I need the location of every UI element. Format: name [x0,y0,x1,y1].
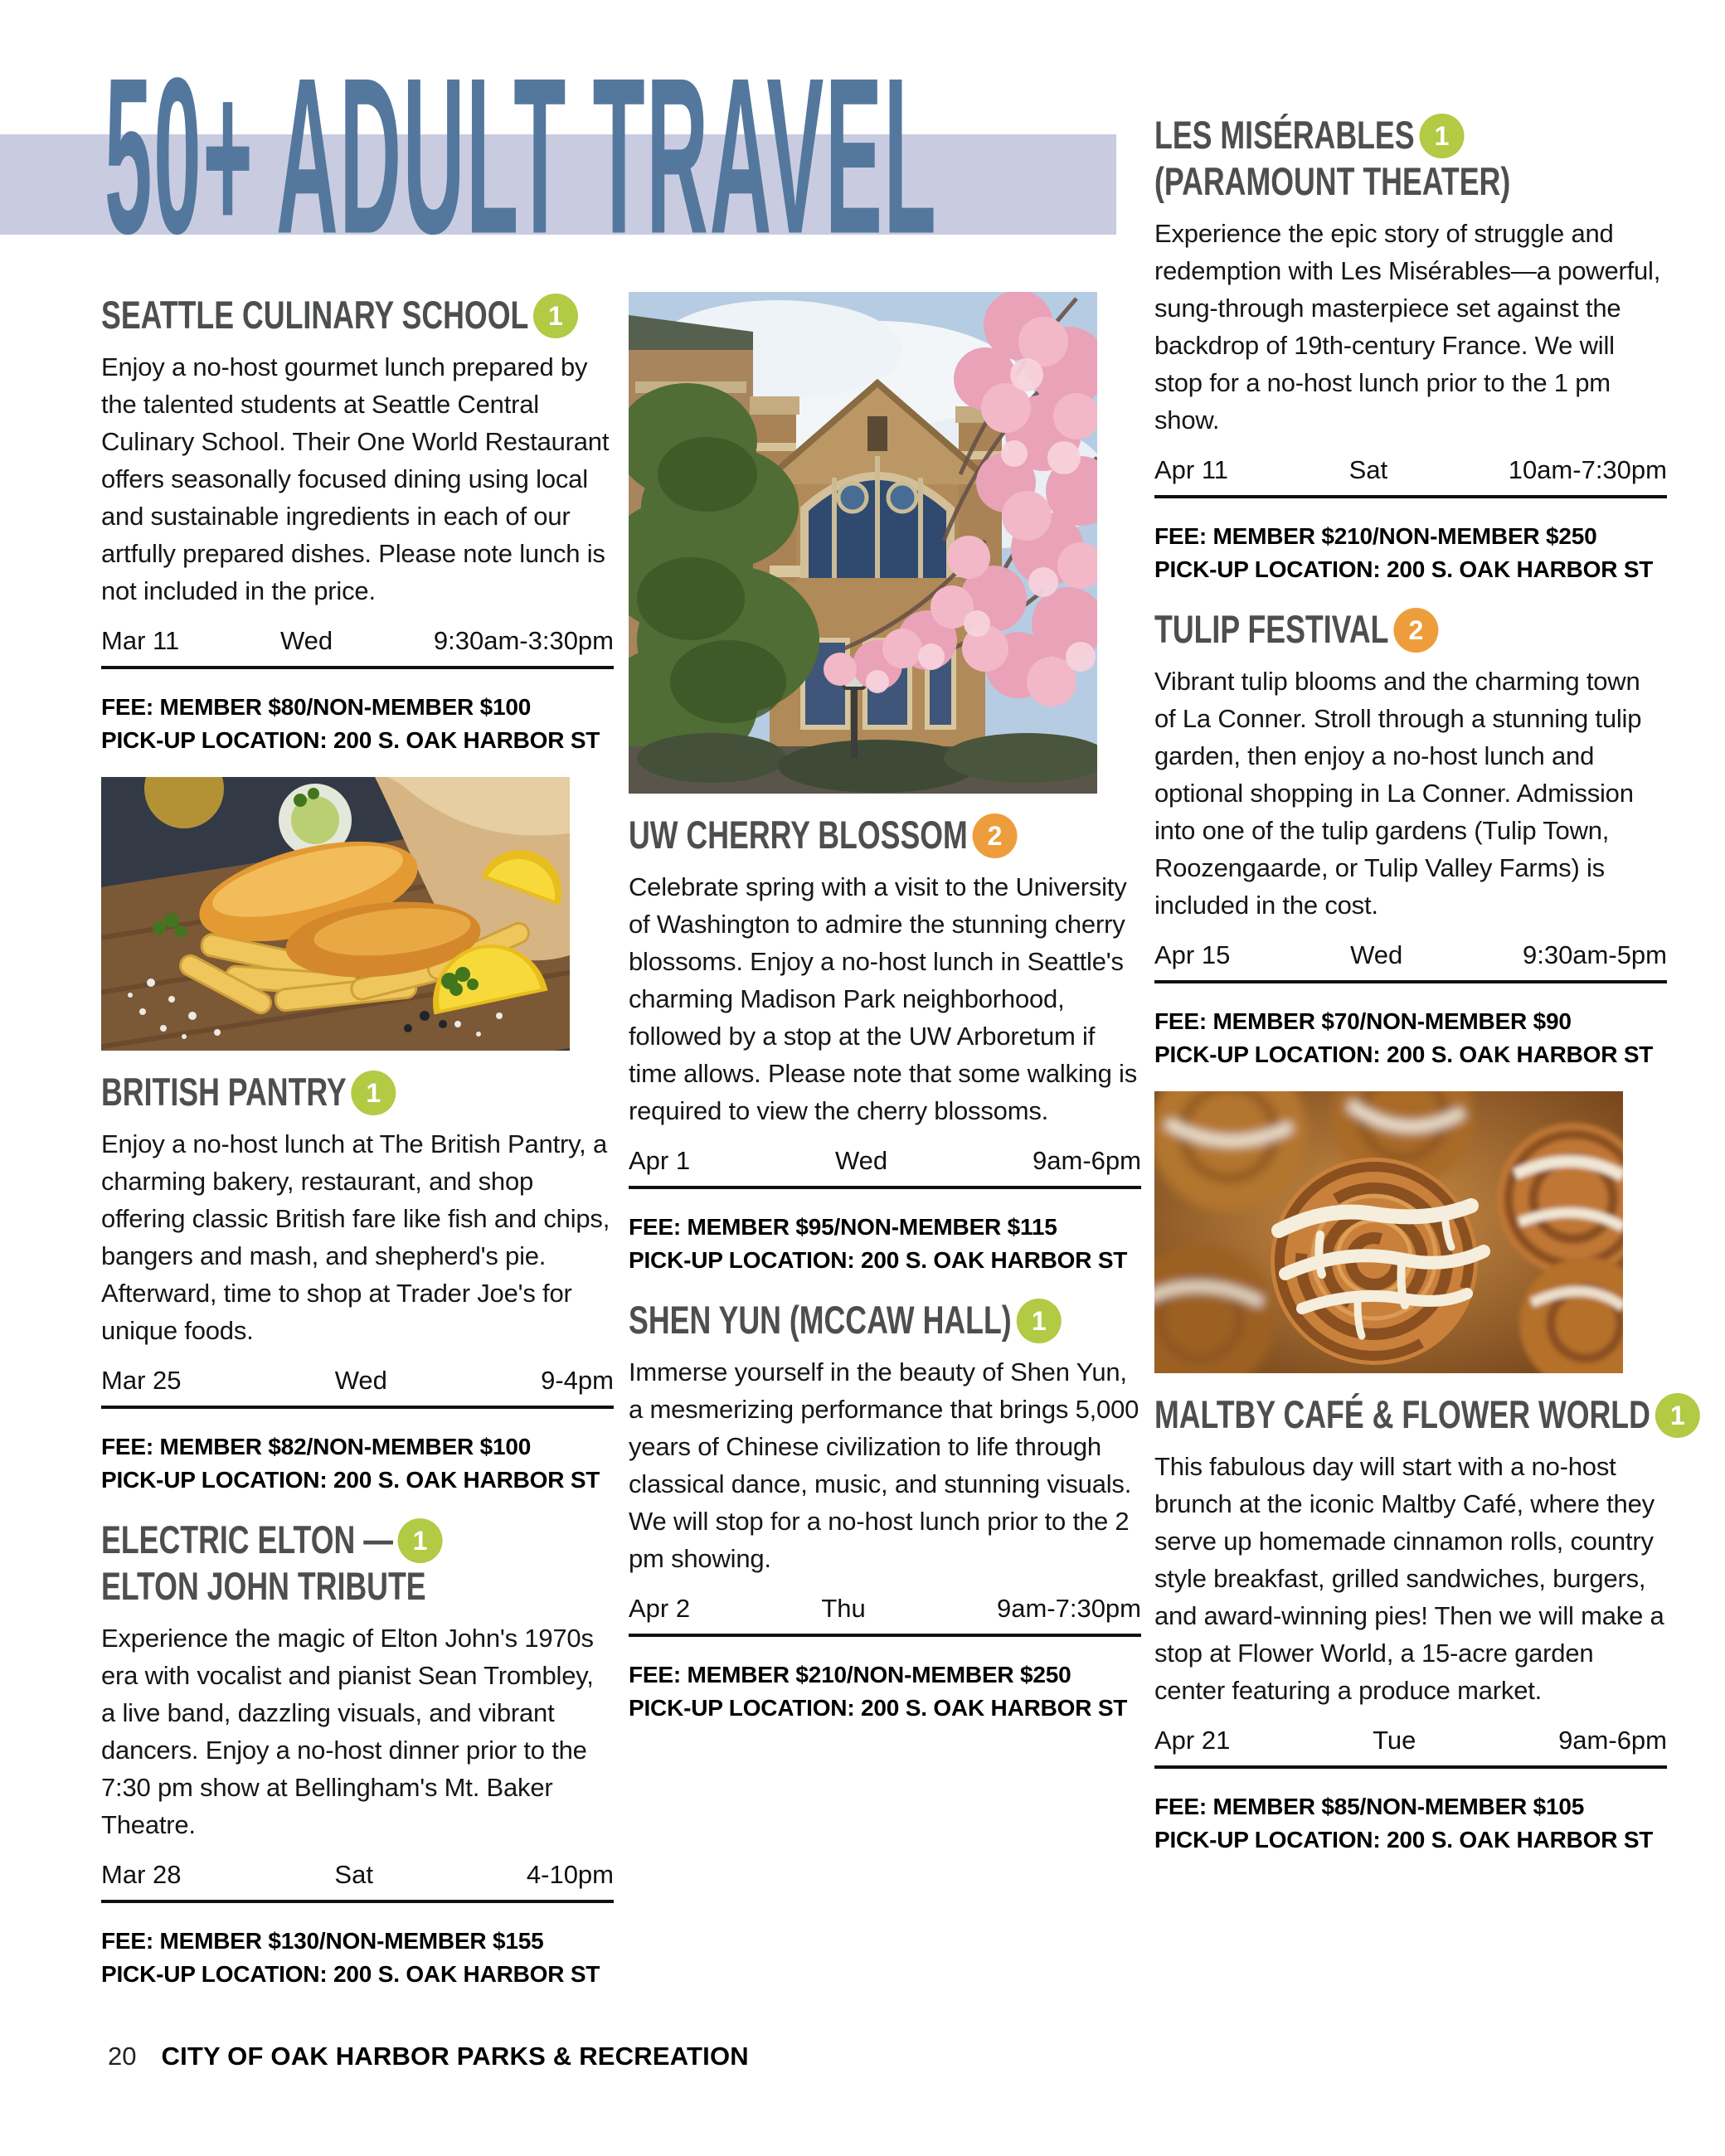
fee-line: FEE: MEMBER $82/NON-MEMBER $100 [101,1434,532,1459]
badge-1: 1 [1016,1299,1061,1343]
fee-line: FEE: MEMBER $95/NON-MEMBER $115 [629,1214,1057,1240]
schedule-date: Apr 15 [1154,940,1231,969]
schedule-row [1154,940,1667,983]
fee-line: FEE: MEMBER $210/NON-MEMBER $250 [1154,523,1597,549]
schedule-day: Thu [821,1594,866,1623]
event-title-text: (PARAMOUNT THEATER) [1154,159,1511,203]
schedule-time: 9am-6pm [1033,1146,1141,1175]
event-description: Vibrant tulip blooms and the charming town of La Conner. Stroll through a stunning tulip garden, then enjoy a no-host lunch and optional shopping in La Conner. Admission into one of the tulip gardens (Tulip Town, Roozengaarde, or Tulip Valley Farms) is included in the cost. [1154,667,1642,920]
schedule-date: Apr 11 [1154,455,1229,484]
event-title-text: SHEN YUN (MCCAW HALL) [629,1298,1012,1342]
column-right [1154,112,1685,1877]
schedule-date: Mar 25 [101,1366,182,1395]
event-maltby-cafe [1154,1391,1685,1857]
schedule-time: 9:30am-5pm [1522,940,1667,969]
pickup-line: PICK-UP LOCATION: 200 S. OAK HARBOR ST [101,1467,600,1493]
event-description: Enjoy a no-host lunch at The British Pantry, a charming bakery, restaurant, and shop offering classic British fare like fish and chips, bangers and mash, and shepherd's pie. Afterward, time to shop at Trader Joe's for unique foods. [101,1129,610,1345]
event-shen-yun [629,1297,1141,1725]
event-description: Experience the magic of Elton John's 1970s era with vocalist and pianist Sean Trombley, a live band, dazzling visuals, and vibrant dancers. Enjoy a no-host dinner prior to the 7:30 pm show at Bellingham's Mt. Baker Theatre. [101,1624,594,1839]
schedule-time: 9am-7:30pm [996,1594,1141,1623]
fee-block [101,691,614,757]
badge-1: 1 [1419,114,1464,158]
cinnamon-rolls-photo [1154,1091,1623,1373]
fee-line: FEE: MEMBER $85/NON-MEMBER $105 [1154,1794,1585,1819]
event-seattle-culinary-school [101,292,614,757]
event-title [1154,1391,1685,1438]
schedule-time: 9am-6pm [1558,1726,1667,1755]
uw-cherry-blossom-photo [629,292,1097,794]
column-middle [629,292,1141,1745]
fee-line: FEE: MEMBER $130/NON-MEMBER $155 [101,1928,544,1954]
fee-line: FEE: MEMBER $70/NON-MEMBER $90 [1154,1008,1572,1034]
event-title [629,1297,1141,1343]
pickup-line: PICK-UP LOCATION: 200 S. OAK HARBOR ST [1154,1042,1654,1067]
event-title-text: ELTON JOHN TRIBUTE [101,1564,426,1608]
schedule-time: 4-10pm [526,1860,614,1889]
badge-2: 2 [972,813,1017,858]
event-british-pantry [101,1069,614,1497]
event-title-text: MALTBY CAFÉ & FLOWER WORLD [1154,1392,1650,1436]
pickup-line: PICK-UP LOCATION: 200 S. OAK HARBOR ST [1154,1827,1654,1853]
fish-and-chips-photo [101,777,570,1051]
event-title [629,812,1141,858]
event-description: Celebrate spring with a visit to the University of Washington to admire the stunning cherry blossoms. Enjoy a no-host lunch in Seattle's charming Madison Park neighborhood, followed by a stop at the UW Arboretum if time allows. Please note that some walking is required to view the cherry blossoms. [629,872,1138,1125]
schedule-day: Wed [834,1146,888,1175]
pickup-line: PICK-UP LOCATION: 200 S. OAK HARBOR ST [101,727,600,753]
schedule-row [101,1860,614,1903]
schedule-day: Sat [334,1860,373,1889]
event-description: Immerse yourself in the beauty of Shen Yun, a mesmerizing performance that brings 5,000 years of Chinese civilization to life through classical dance, music, and stunning visuals. We will stop for a no-host lunch prior to the 2 pm showing. [629,1357,1139,1573]
event-title [1154,606,1667,653]
event-title-text: BRITISH PANTRY [101,1070,347,1114]
cherry-blossom-illustration [629,292,1097,794]
schedule-date: Mar 11 [101,626,180,655]
badge-1: 1 [533,294,578,338]
schedule-day: Sat [1348,455,1388,484]
column-left [101,292,614,2011]
fee-block [101,1430,614,1497]
page-footer [108,2042,749,2071]
event-description: This fabulous day will start with a no-host brunch at the iconic Maltby Café, where they serve up homemade cinnamon rolls, country style breakfast, grilled sandwiches, burgers, and award-winning pies! Then we will make a stop at Flower World, a 15-acre garden center featuring a produce market. [1154,1452,1664,1705]
event-title [101,1517,614,1610]
event-tulip-festival [1154,606,1667,1071]
schedule-date: Apr 21 [1154,1726,1231,1755]
fee-block [629,1658,1141,1725]
event-title-text: SEATTLE CULINARY SCHOOL [101,293,529,337]
badge-2: 2 [1393,608,1438,653]
event-les-miserables [1154,112,1667,586]
fee-block [1154,1790,1667,1857]
pickup-line: PICK-UP LOCATION: 200 S. OAK HARBOR ST [629,1695,1128,1721]
pickup-line: PICK-UP LOCATION: 200 S. OAK HARBOR ST [101,1961,600,1987]
schedule-row [101,1366,614,1409]
schedule-day: Wed [334,1366,387,1395]
badge-1: 1 [1655,1393,1700,1438]
schedule-date: Apr 2 [629,1594,691,1623]
schedule-time: 9:30am-3:30pm [433,626,614,655]
schedule-row [629,1594,1141,1637]
page-number: 20 [108,2042,137,2071]
pickup-line: PICK-UP LOCATION: 200 S. OAK HARBOR ST [629,1247,1128,1273]
event-uw-cherry-blossom [629,812,1141,1277]
badge-1: 1 [398,1518,443,1563]
event-title [101,292,614,338]
schedule-date: Mar 28 [101,1860,182,1889]
schedule-row [1154,455,1667,498]
schedule-time: 10am-7:30pm [1508,455,1667,484]
pickup-line: PICK-UP LOCATION: 200 S. OAK HARBOR ST [1154,556,1654,582]
fee-line: FEE: MEMBER $210/NON-MEMBER $250 [629,1662,1071,1687]
fish-and-chips-illustration [101,777,570,1051]
fee-block [1154,520,1667,586]
event-electric-elton [101,1517,614,1991]
fee-block [1154,1005,1667,1071]
fee-block [101,1925,614,1991]
fee-line: FEE: MEMBER $80/NON-MEMBER $100 [101,694,532,720]
event-description: Experience the epic story of struggle and redemption with Les Misérables—a powerful, sung-through masterpiece set against the backdrop of 19th-century France. We will stop for a no-host lunch prior to the 1 pm show. [1154,219,1661,435]
event-title-text: LES MISÉRABLES [1154,113,1415,157]
cinnamon-rolls-illustration [1154,1091,1623,1373]
schedule-row [1154,1726,1667,1769]
page-title: 50+ ADULT TRAVEL [104,32,938,281]
schedule-time: 9-4pm [541,1366,614,1395]
footer-text: CITY OF OAK HARBOR PARKS & RECREATION [161,2042,749,2071]
event-title-text: ELECTRIC ELTON — [101,1517,393,1561]
event-title-text: TULIP FESTIVAL [1154,607,1389,651]
schedule-row [101,626,614,669]
fee-block [629,1211,1141,1277]
schedule-day: Wed [1350,940,1403,969]
badge-1: 1 [351,1071,396,1115]
schedule-day: Tue [1373,1726,1416,1755]
schedule-date: Apr 1 [629,1146,691,1175]
event-title [1154,112,1667,205]
schedule-day: Wed [279,626,333,655]
event-title-text: UW CHERRY BLOSSOM [629,813,968,857]
event-title [101,1069,614,1115]
event-description: Enjoy a no-host gourmet lunch prepared by the talented students at Seattle Central Culinary School. Their One World Restaurant offers seasonally focused dining using local and sustainable ingredients in each of our artfully prepared dishes. Please note lunch is not included in the price. [101,352,610,605]
schedule-row [629,1146,1141,1189]
